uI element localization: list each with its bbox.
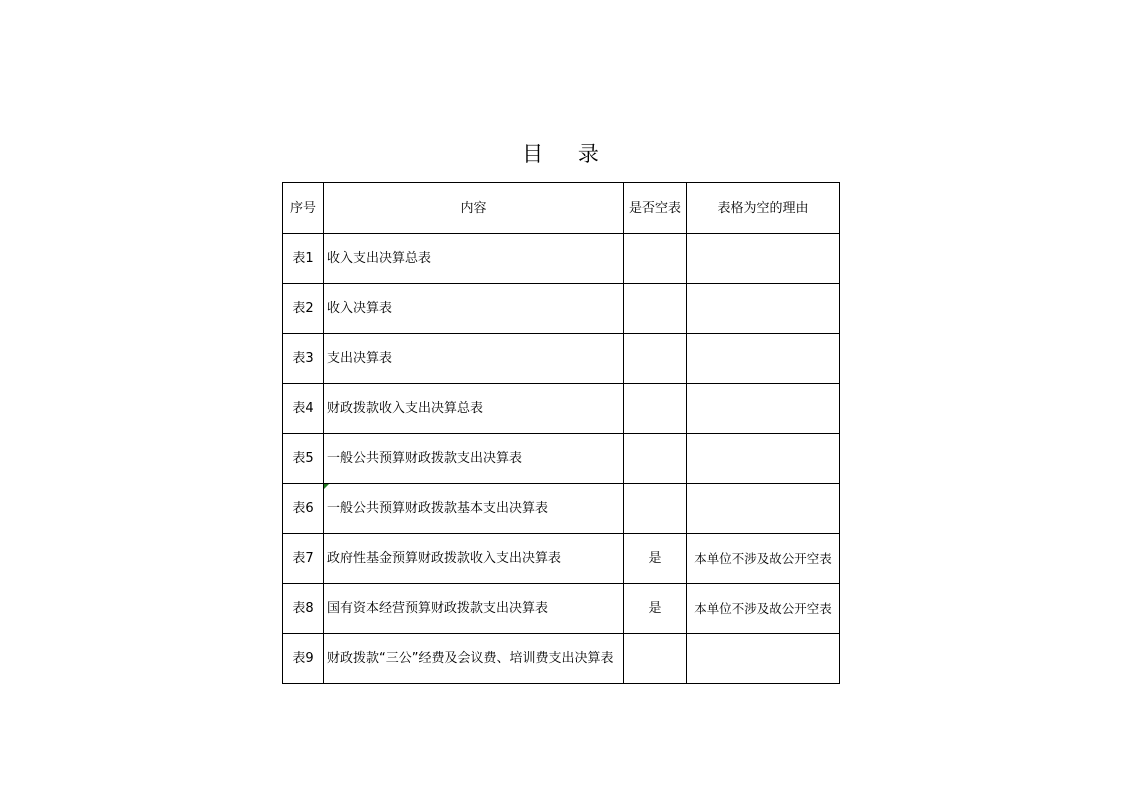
row-seq: 表5 [283, 434, 324, 484]
row-content: 收入支出决算总表 [324, 234, 624, 284]
row-content: 收入决算表 [324, 284, 624, 334]
row-is-empty [624, 484, 687, 534]
cell-comment-marker-icon [324, 484, 329, 489]
row-reason [687, 334, 840, 384]
row-content: 财政拨款“三公”经费及会议费、培训费支出决算表 [324, 634, 624, 684]
row-content: 一般公共预算财政拨款基本支出决算表 [327, 501, 549, 516]
row-is-empty [624, 334, 687, 384]
row-seq: 表6 [283, 484, 324, 534]
row-content: 政府性基金预算财政拨款收入支出决算表 [324, 534, 624, 584]
row-reason [687, 234, 840, 284]
row-reason [687, 384, 840, 434]
row-reason: 本单位不涉及故公开空表 [687, 584, 840, 634]
row-reason [687, 634, 840, 684]
table-row [283, 634, 840, 684]
row-is-empty: 是 [624, 584, 687, 634]
row-content-cell [324, 484, 624, 534]
row-seq: 表8 [283, 584, 324, 634]
row-seq: 表1 [283, 234, 324, 284]
row-seq: 表3 [283, 334, 324, 384]
row-reason [687, 434, 840, 484]
row-seq: 表4 [283, 384, 324, 434]
row-is-empty [624, 634, 687, 684]
row-seq: 表7 [283, 534, 324, 584]
table-row [283, 384, 840, 434]
row-is-empty: 是 [624, 534, 687, 584]
row-is-empty [624, 384, 687, 434]
row-is-empty [624, 284, 687, 334]
row-seq: 表2 [283, 284, 324, 334]
directory-table [282, 182, 840, 684]
row-content: 国有资本经营预算财政拨款支出决算表 [324, 584, 624, 634]
row-is-empty [624, 434, 687, 484]
header-row [283, 183, 840, 234]
row-content: 支出决算表 [324, 334, 624, 384]
row-content: 一般公共预算财政拨款支出决算表 [324, 434, 624, 484]
table-row [283, 234, 840, 284]
table-row [283, 484, 840, 534]
header-seq: 序号 [283, 183, 324, 234]
row-reason [687, 484, 840, 534]
table-row [283, 534, 840, 584]
row-is-empty [624, 234, 687, 284]
header-content: 内容 [324, 183, 624, 234]
row-reason [687, 284, 840, 334]
header-is-empty: 是否空表 [624, 183, 687, 234]
page-title: 目 录 [522, 142, 613, 166]
table-row [283, 434, 840, 484]
table-row [283, 284, 840, 334]
header-reason: 表格为空的理由 [687, 183, 840, 234]
table-row [283, 584, 840, 634]
row-content: 财政拨款收入支出决算总表 [324, 384, 624, 434]
table-row [283, 334, 840, 384]
row-reason: 本单位不涉及故公开空表 [687, 534, 840, 584]
row-seq: 表9 [283, 634, 324, 684]
